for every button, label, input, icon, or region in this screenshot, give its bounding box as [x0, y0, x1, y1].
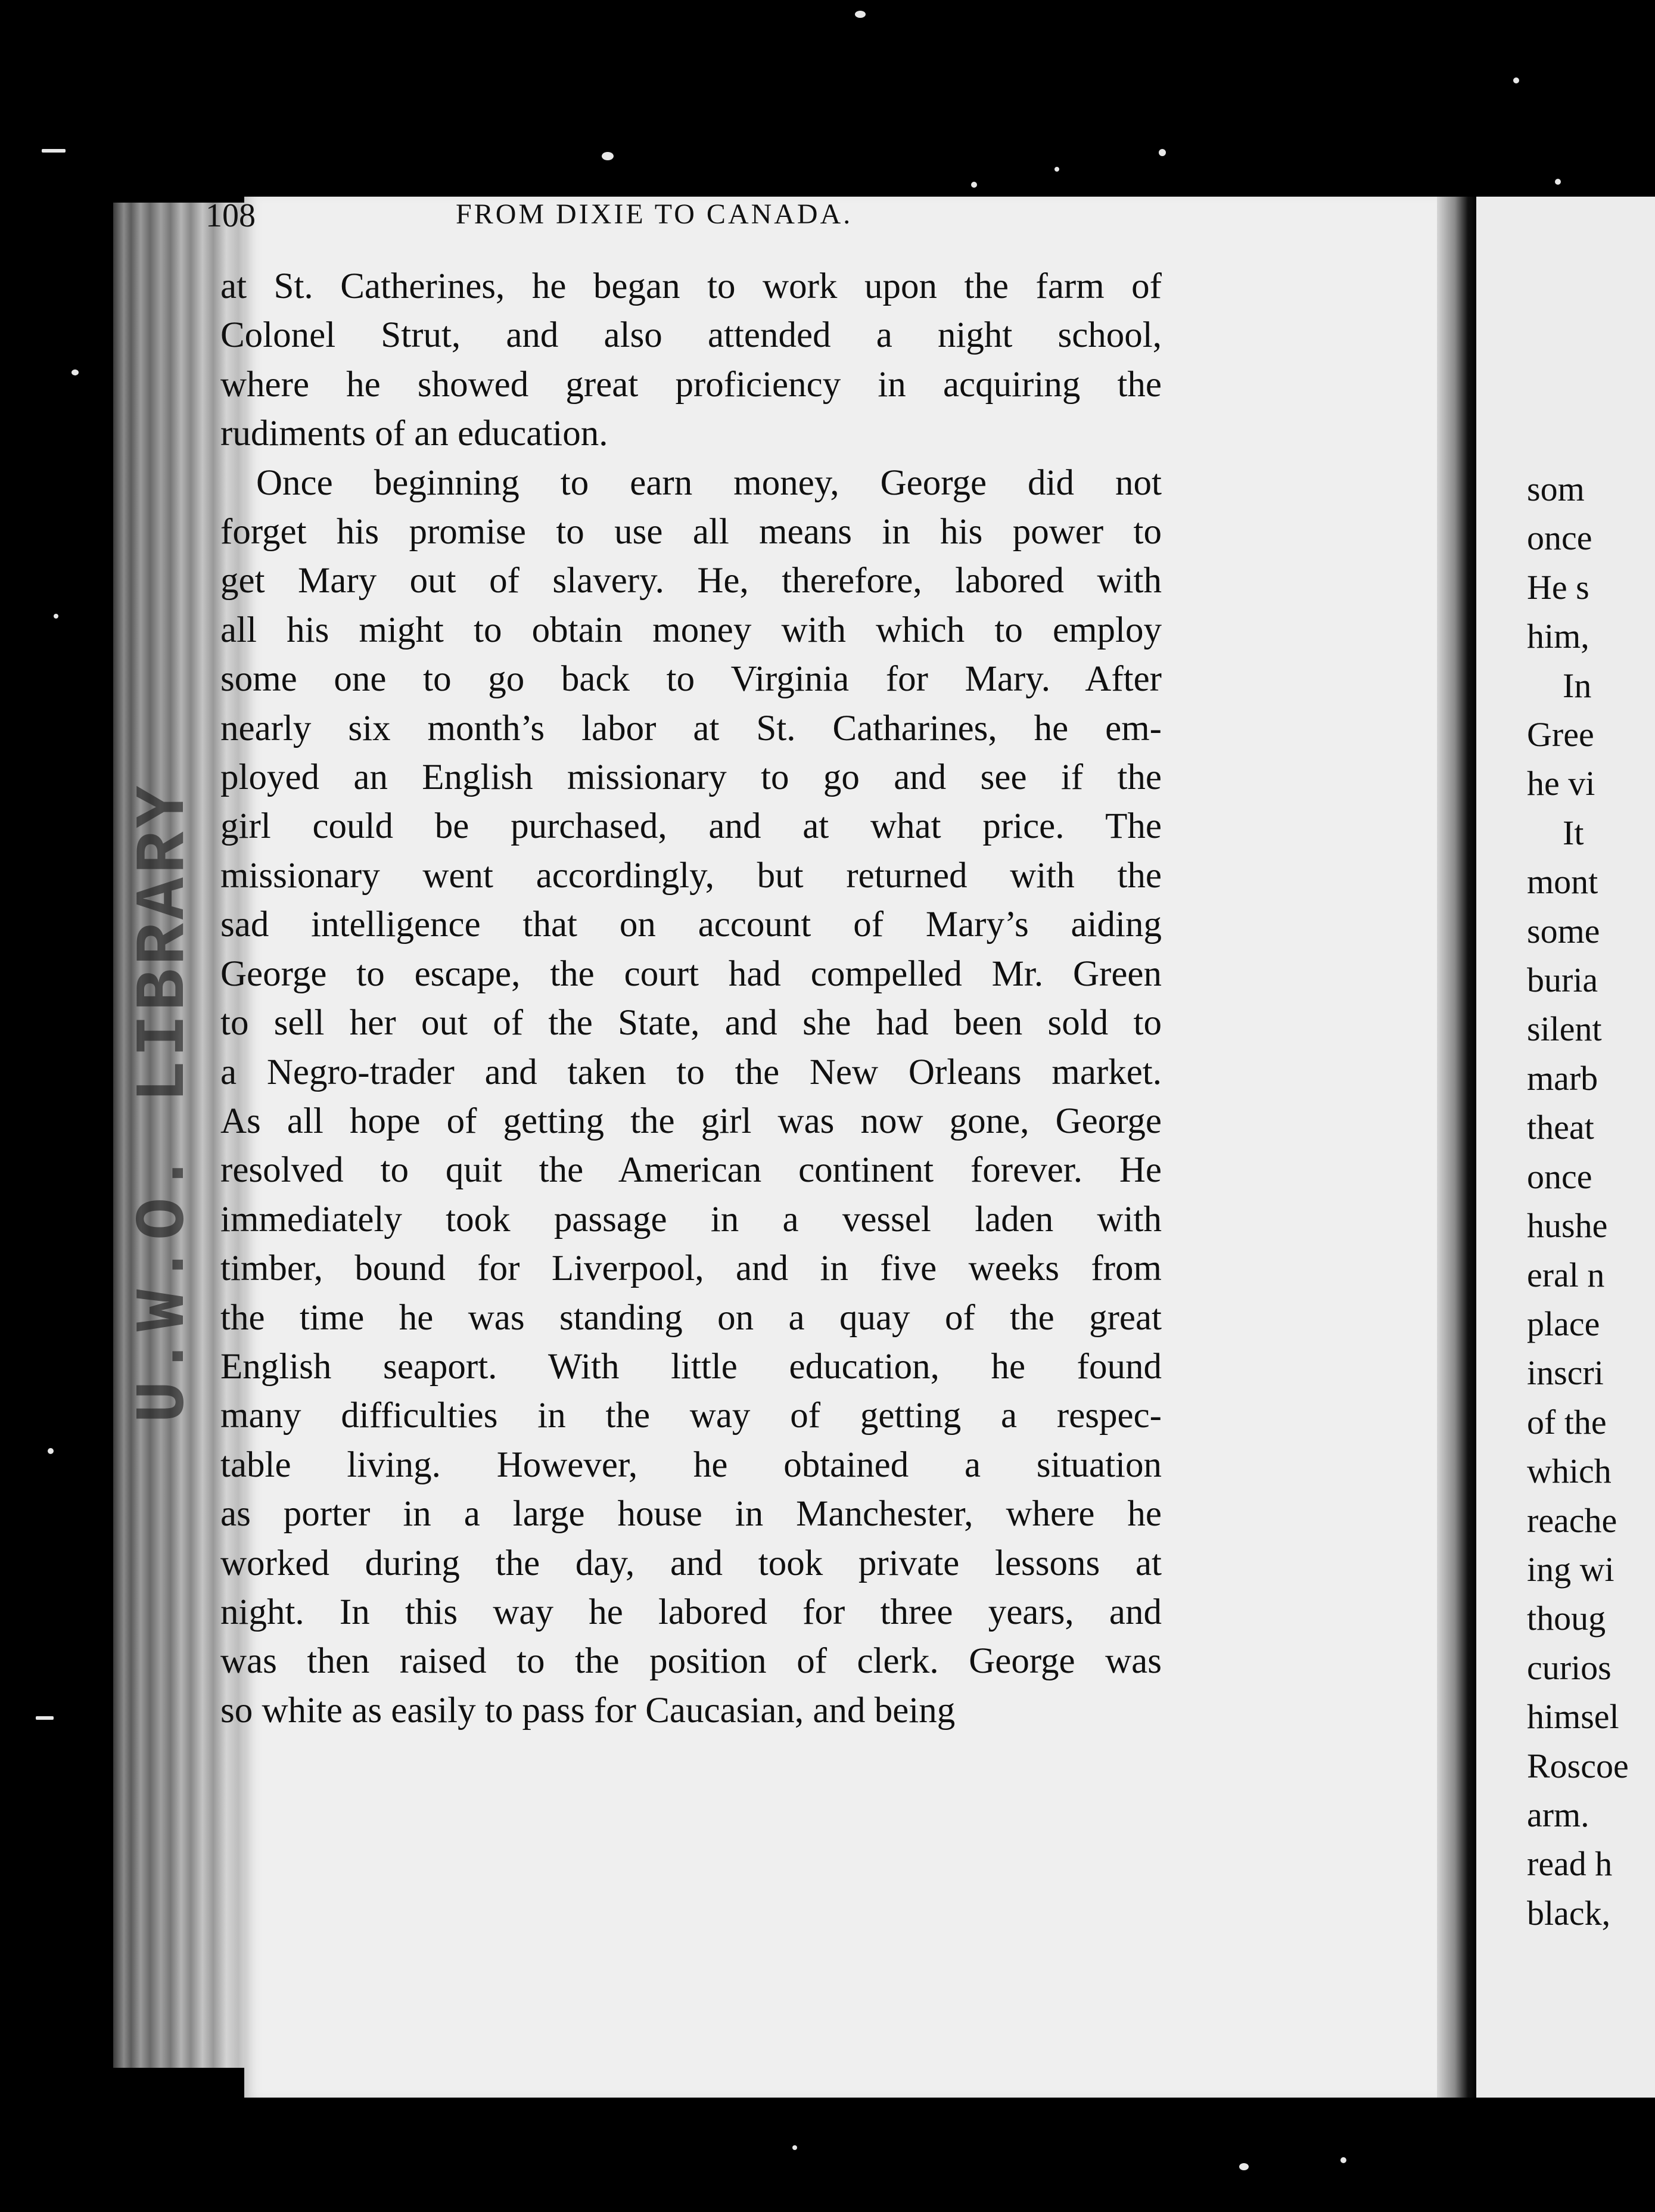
right-page-line: som	[1527, 470, 1585, 508]
text-line: rudiments of an education.	[220, 414, 608, 454]
right-page-line: He s	[1527, 567, 1589, 607]
right-page-line: curios	[1527, 1648, 1612, 1687]
right-page-line: It	[1563, 813, 1584, 852]
right-page-line: eral n	[1527, 1255, 1605, 1294]
right-page-line: ing wi	[1527, 1549, 1614, 1589]
text-line: girl could be purchased, and at what price. The	[220, 806, 1162, 847]
text-line: some one to go back to Virginia for Mary. After	[220, 659, 1162, 700]
right-page-line: him,	[1527, 617, 1589, 656]
right-page-line: theat	[1527, 1108, 1594, 1147]
page-number: 108	[206, 197, 256, 234]
text-line: forget his promise to use all means in his power to	[220, 512, 1162, 552]
right-page-line: of the	[1527, 1402, 1607, 1441]
right-page-line: mont	[1527, 862, 1598, 902]
page-header	[206, 197, 1218, 244]
right-page-line: marb	[1527, 1058, 1598, 1098]
right-page-line: himsel	[1527, 1697, 1619, 1736]
right-page-line: which	[1527, 1452, 1612, 1491]
right-page-line: thoug	[1527, 1599, 1606, 1638]
text-line: a Negro-trader and taken to the New Orleans market.	[220, 1052, 1162, 1092]
right-page-line: inscri	[1527, 1353, 1604, 1393]
text-line: where he showed great proficiency in acquiring the	[220, 364, 1162, 405]
right-page-line: silent	[1527, 1009, 1602, 1049]
text-line: immediately took passage in a vessel laden with	[220, 1199, 1162, 1239]
text-line: Colonel Strut, and also attended a night school,	[220, 315, 1162, 356]
text-line: ployed an English missionary to go and see if the	[220, 757, 1162, 798]
text-line: at St. Catherines, he began to work upon the farm of	[220, 266, 1162, 306]
text-line: nearly six month’s labor at St. Catharines, he em-	[220, 708, 1162, 748]
right-page-line: arm.	[1527, 1795, 1589, 1834]
right-page-line: once	[1527, 518, 1592, 558]
library-stamp: U.W.O. LIBRARY	[125, 782, 204, 1423]
text-line: to sell her out of the State, and she had been sold to	[220, 1003, 1162, 1043]
text-line: Once beginning to earn money, George did not	[256, 462, 1162, 503]
right-page-partial	[1476, 197, 1655, 2098]
text-line: George to escape, the court had compelled Mr. Green	[220, 953, 1162, 994]
running-title: FROM DIXIE TO CANADA.	[456, 198, 853, 230]
book-gutter	[1437, 197, 1479, 2098]
right-page-text	[1527, 465, 1629, 1938]
text-line: English seaport. With little education, he found	[220, 1346, 1162, 1387]
text-line: all his might to obtain money with which to employ	[220, 610, 1162, 650]
right-page-line: he vi	[1527, 764, 1595, 803]
right-page-line: reache	[1527, 1500, 1617, 1540]
text-line: as porter in a large house in Manchester, where he	[220, 1494, 1162, 1534]
text-line: timber, bound for Liverpool, and in five weeks from	[220, 1248, 1162, 1289]
text-line: As all hope of getting the girl was now gone, George	[220, 1101, 1162, 1141]
text-line: get Mary out of slavery. He, therefore, labored with	[220, 561, 1162, 601]
right-page-line: hushe	[1527, 1206, 1608, 1245]
right-page-line: Gree	[1527, 715, 1594, 754]
text-line: many difficulties in the way of getting a respec-	[220, 1396, 1162, 1436]
right-page-line: some	[1527, 911, 1600, 950]
text-line: so white as easily to pass for Caucasian, and being	[220, 1690, 956, 1731]
text-line: worked during the day, and took private lessons at	[220, 1543, 1162, 1583]
text-line: the time he was standing on a quay of the great	[220, 1297, 1162, 1338]
right-page-line: buria	[1527, 961, 1598, 1000]
right-page-line: place	[1527, 1304, 1600, 1343]
text-line: resolved to quit the American continent forever. He	[220, 1150, 1162, 1191]
body-text	[220, 262, 1162, 1735]
right-page-line: black,	[1527, 1893, 1611, 1933]
right-page-line: In	[1563, 666, 1592, 705]
text-line: sad intelligence that on account of Mary’s aiding	[220, 905, 1162, 945]
text-line: table living. However, he obtained a situation	[220, 1444, 1162, 1485]
text-line: was then raised to the position of clerk. George was	[220, 1641, 1162, 1682]
right-page-line: once	[1527, 1157, 1592, 1196]
text-line: night. In this way he labored for three years, and	[220, 1592, 1162, 1632]
right-page-line: Roscoe	[1527, 1746, 1629, 1785]
right-page-line: read h	[1527, 1844, 1613, 1884]
text-line: missionary went accordingly, but returned with the	[220, 855, 1162, 896]
